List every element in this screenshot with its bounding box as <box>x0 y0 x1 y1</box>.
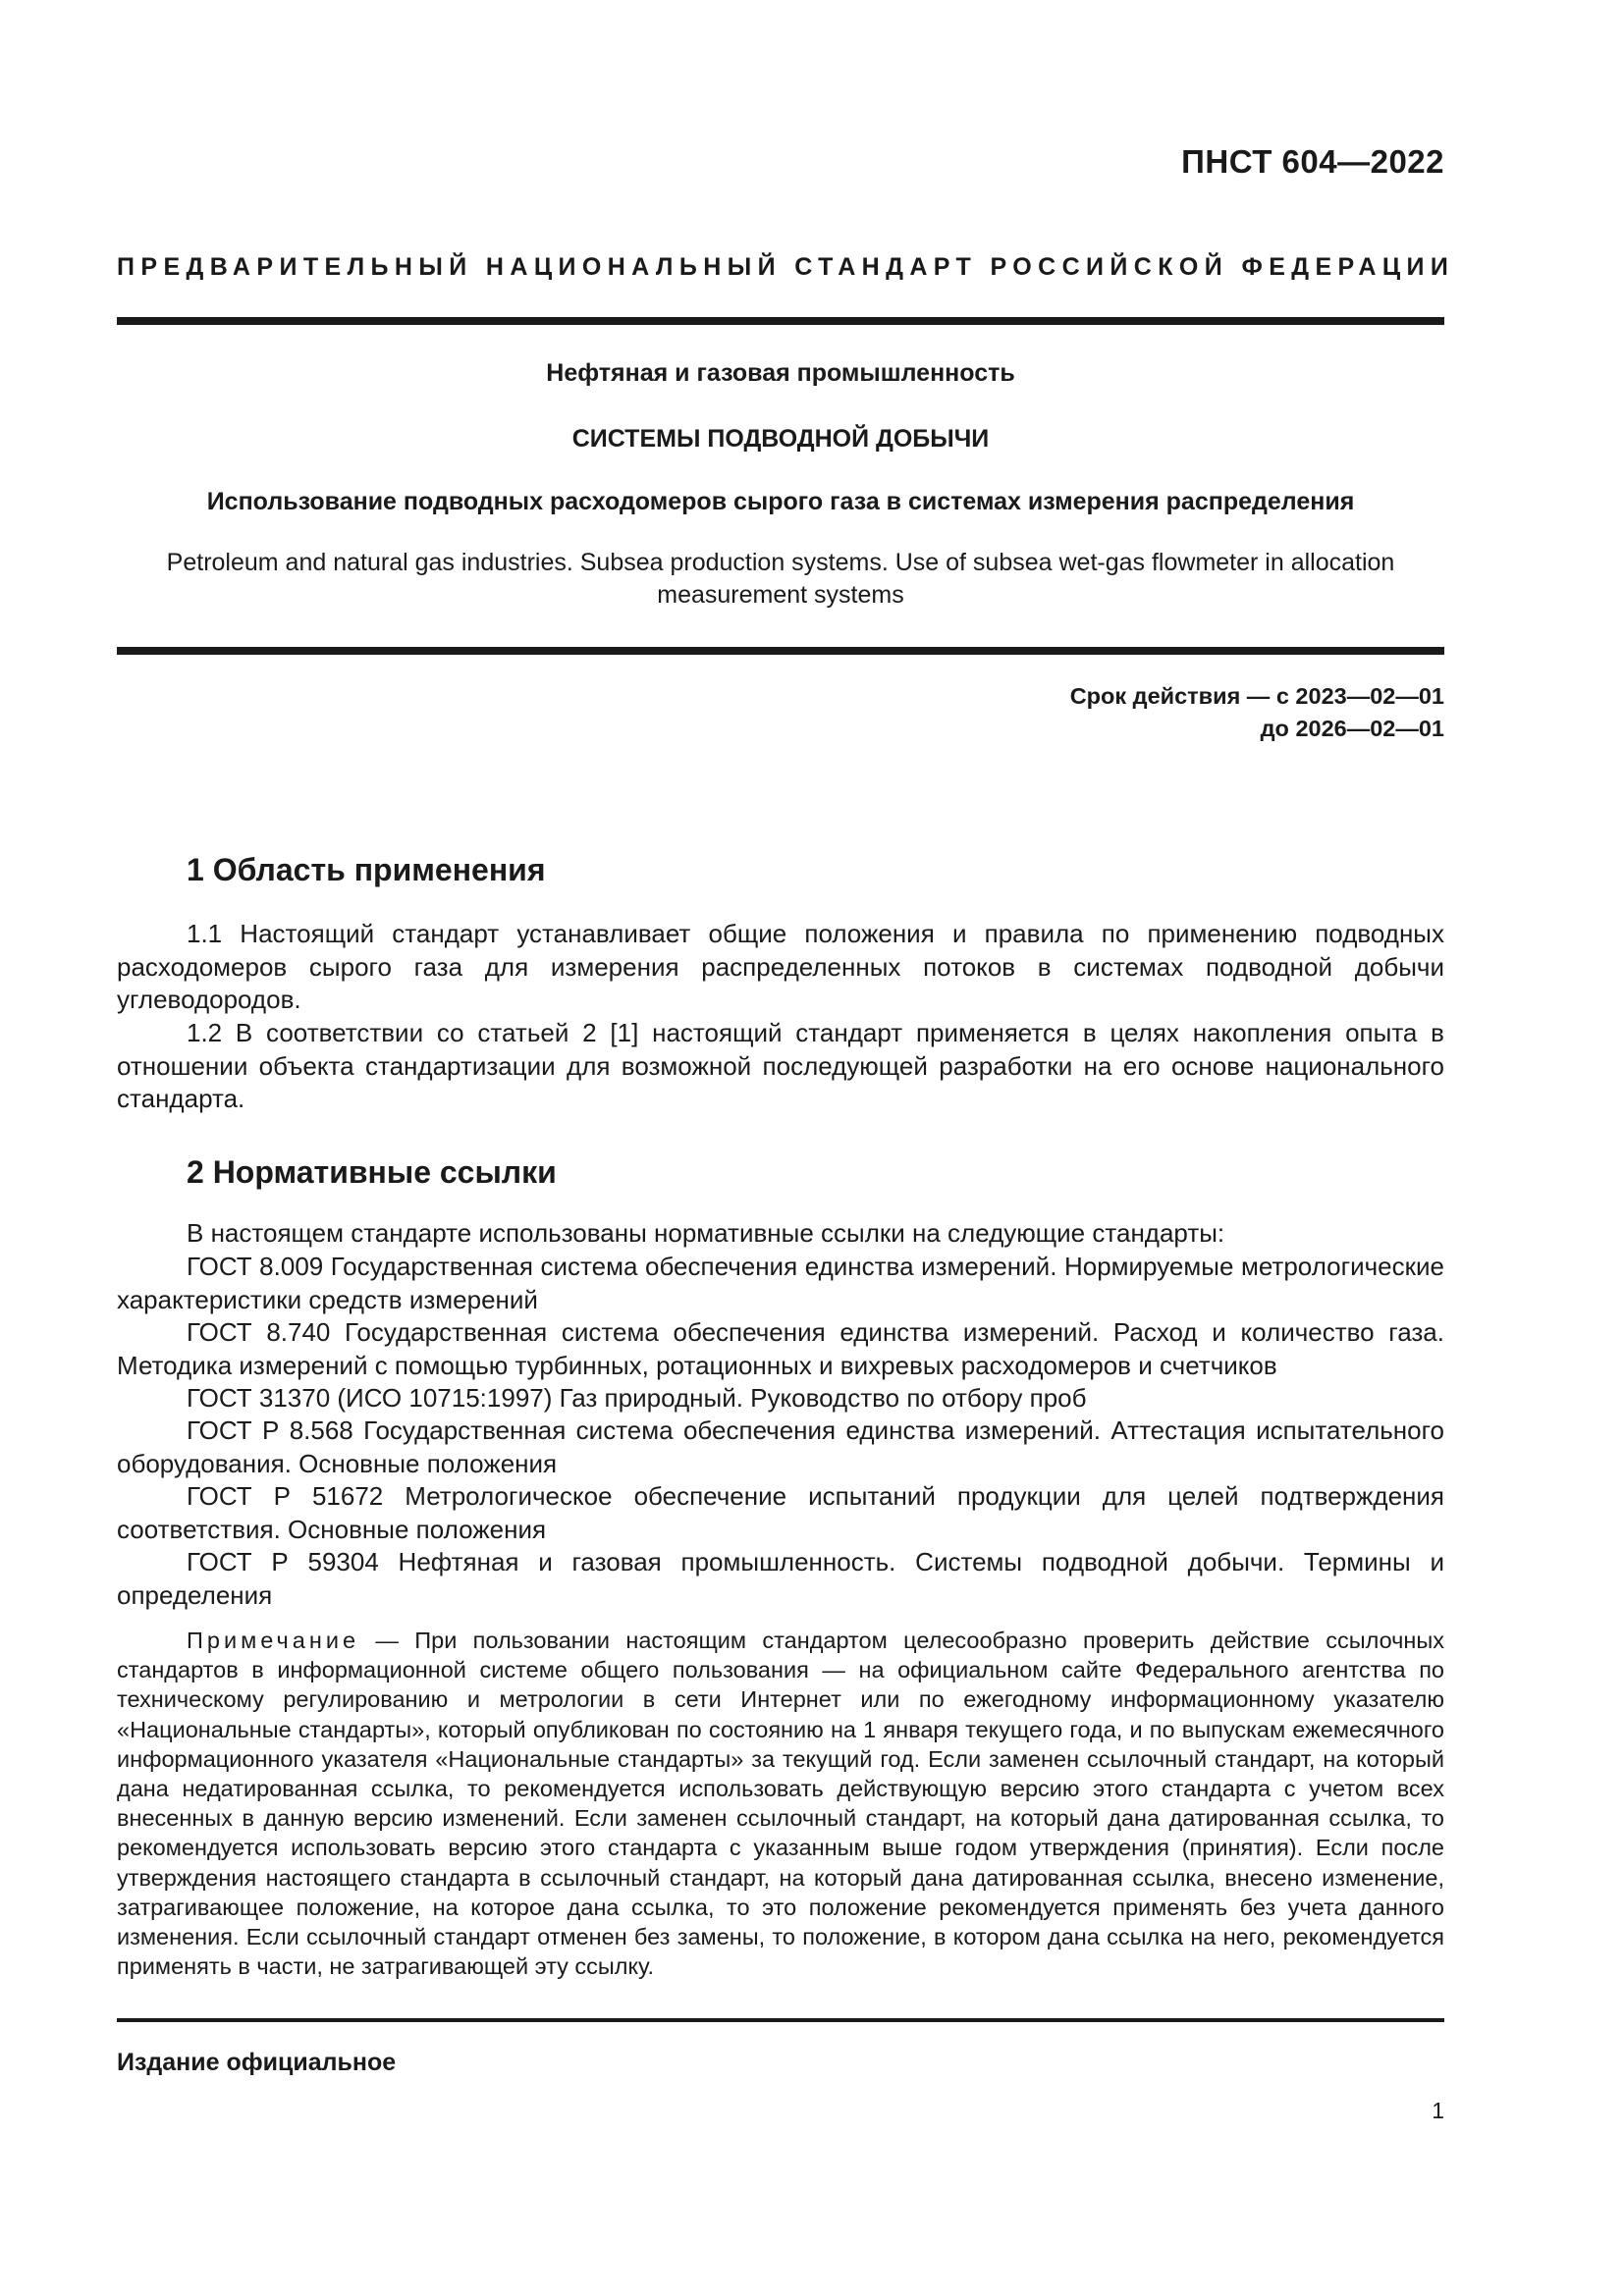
note-paragraph <box>117 1626 1444 1981</box>
english-title-line1: Petroleum and natural gas industries. Subsea production systems. Use of subsea wet-gas flowmeter in allocation <box>166 549 1395 576</box>
page-number: 1 <box>1432 2098 1444 2123</box>
validity-from: Срок действия — с 2023—02—01 <box>1069 683 1444 709</box>
note-text: — При пользовании настоящим стандартом целесообразно проверить действие ссылочных стандартов в информационной системе общего пользования — на официальном сайте Федерального агентства по техническому регулированию и метрологии в сети Интернет или по ежегодному информационному указателю «Национальные стандарты», который опубликован по состоянию на 1 января текущего года, и по выпускам ежемесячного информационного указателя «Национальные стандарты» за текущий год. Если заменен ссылочный стандарт, на который дана недатированная ссылка, то рекомендуется использовать действующую версию этого стандарта с учетом всех внесенных в данную версию изменений. Если заменен ссылочный стандарт, на который дана датированная ссылка, то рекомендуется использовать версию этого стандарта с указанным выше годом утверждения (принятия). Если после утверждения настоящего стандарта в ссылочный стандарт, на который дана датированная ссылка, внесено изменение, затрагивающее положение, на которое дана ссылка, то это положение рекомендуется применять без учета данного изменения. Если ссылочный стандарт отменен без замены, то положение, в котором дана ссылка на него, рекомендуется применять в части, не затрагивающей эту ссылку. <box>117 1628 1444 1980</box>
standard-code: ПНСТ 604—2022 <box>1181 143 1444 180</box>
english-title <box>137 547 1424 612</box>
reference-item: ГОСТ Р 51672 Метрологическое обеспечение испытаний продукции для целей подтверждения соответствия. Основные положения <box>117 1481 1444 1544</box>
section-2-intro: В настоящем стандарте использованы нормативные ссылки на следующие стандарты: <box>187 1218 1225 1248</box>
industry-title: Нефтяная и газовая промышленность <box>546 359 1015 387</box>
section-1-heading: 1 Область применения <box>187 852 546 887</box>
reference-item: ГОСТ 8.009 Государственная система обеспечения единства измерений. Нормируемые метрологические характеристики средств измерений <box>117 1252 1444 1314</box>
footer-rule <box>117 2018 1444 2022</box>
validity-to: до 2026—02—01 <box>1260 716 1444 741</box>
section-1-paragraph-1: 1.1 Настоящий стандарт устанавливает общие положения и правила по применению подводных расходомеров сырого газа для измерения распределенных потоков в системах подводной добычи углеводородов. <box>117 919 1444 1014</box>
standard-type-heading: ПРЕДВАРИТЕЛЬНЫЙ НАЦИОНАЛЬНЫЙ СТАНДАРТ РОССИЙСКОЙ ФЕДЕРАЦИИ <box>117 253 1455 281</box>
section-1-paragraph-2: 1.2 В соответствии со статьей 2 [1] настоящий стандарт применяется в целях накопления опыта в отношении объекта стандартизации для возможной последующей разработки на его основе национального стандарта. <box>117 1018 1444 1113</box>
note-label: Примечание <box>187 1628 360 1653</box>
reference-item: ГОСТ Р 8.568 Государственная система обеспечения единства измерений. Аттестация испытательного оборудования. Основные положения <box>117 1415 1444 1478</box>
section-2-heading: 2 Нормативные ссылки <box>187 1154 557 1190</box>
english-title-line2: measurement systems <box>657 581 904 609</box>
reference-item: ГОСТ 31370 (ИСО 10715:1997) Газ природный. Руководство по отбору проб <box>187 1383 1087 1413</box>
official-edition-label: Издание официальное <box>117 2049 397 2076</box>
system-title: СИСТЕМЫ ПОДВОДНОЙ ДОБЫЧИ <box>571 425 990 453</box>
reference-item: ГОСТ Р 59304 Нефтяная и газовая промышленность. Системы подводной добычи. Термины и определения <box>117 1547 1444 1610</box>
subject-title: Использование подводных расходомеров сырого газа в системах измерения распределения <box>206 488 1355 515</box>
header-rule <box>117 317 1444 325</box>
title-rule <box>117 647 1444 655</box>
reference-item: ГОСТ 8.740 Государственная система обеспечения единства измерений. Расход и количество газа. Методика измерений с помощью турбинных, ротационных и вихревых расходомеров и счетчиков <box>117 1317 1444 1380</box>
validity-period <box>1070 680 1444 745</box>
